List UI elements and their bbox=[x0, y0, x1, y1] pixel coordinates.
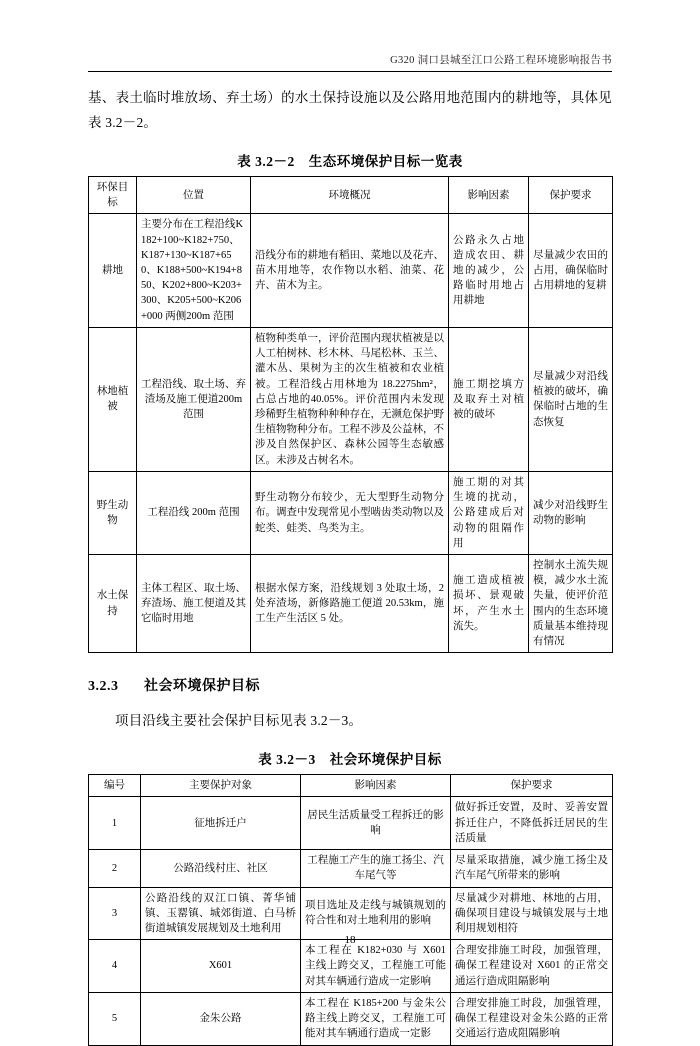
running-header: G320 洞口县城至江口公路工程环境影响报告书 bbox=[88, 52, 612, 72]
page-number: 18 bbox=[344, 934, 356, 946]
cell-overview: 根据水保方案，沿线规划 3 处取土场，2 处弃渣场，新修路施工便道 20.53km，施工生产生活区 5 处。 bbox=[251, 554, 449, 652]
cell-object: 公路沿线村庄、社区 bbox=[141, 850, 301, 887]
cell-location: 工程沿线 200m 范围 bbox=[137, 471, 251, 554]
cell-target: 耕地 bbox=[89, 214, 137, 328]
cell-factor: 居民生活质量受工程拆迁的影响 bbox=[301, 797, 451, 850]
cell-overview: 野生动物分布较少，无大型野生动物分布。调查中发现常见小型啮齿类动物以及蛇类、蛙类、鸟类为主。 bbox=[251, 471, 449, 554]
eco-protection-targets-table bbox=[88, 176, 613, 653]
cell-no: 5 bbox=[89, 992, 141, 1045]
cell-factor: 工程施工产生的施工扬尘、汽车尾气等 bbox=[301, 850, 451, 887]
th-overview: 环境概况 bbox=[251, 176, 449, 213]
cell-requirement: 控制水土流失规模，减少水土流失量，使评价范围内的生态环境质量基本维持现有情况 bbox=[529, 554, 613, 652]
table-row bbox=[89, 554, 613, 652]
table-header-row bbox=[89, 775, 613, 797]
social-protection-targets-table bbox=[88, 774, 613, 1045]
table2-caption: 表 3.2－3 社会环境保护目标 bbox=[258, 752, 442, 768]
cell-requirement: 尽量减少农田的占用，确保临时占用耕地的复耕 bbox=[529, 214, 613, 328]
table-row bbox=[89, 992, 613, 1045]
th-location: 位置 bbox=[137, 176, 251, 213]
cell-no: 2 bbox=[89, 850, 141, 887]
th-requirement: 保护要求 bbox=[529, 176, 613, 213]
table-header-row bbox=[89, 176, 613, 213]
cell-object: X601 bbox=[141, 940, 301, 993]
table1-caption: 表 3.2－2 生态环境保护目标一览表 bbox=[237, 153, 463, 169]
cell-no: 3 bbox=[89, 887, 141, 940]
cell-target: 水土保持 bbox=[89, 554, 137, 652]
cell-factor: 公路永久占地造成农田、耕地的减少，公路临时用地占用耕地 bbox=[449, 214, 529, 328]
cell-object: 征地拆迁户 bbox=[141, 797, 301, 850]
cell-target: 野生动物 bbox=[89, 471, 137, 554]
cell-factor: 施工期的对其生境的扰动，公路建成后对动物的阻隔作用 bbox=[449, 471, 529, 554]
table-row bbox=[89, 471, 613, 554]
cell-factor: 本工程在 K182+030 与 X601 主线上跨交叉，工程施工可能对其车辆通行造成一定影响 bbox=[301, 940, 451, 993]
cell-location: 工程沿线、取土场、弃渣场及施工便道200m 范围 bbox=[137, 327, 251, 471]
cell-no: 1 bbox=[89, 797, 141, 850]
cell-location: 主体工程区、取土场、弃渣场、施工便道及其它临时用地 bbox=[137, 554, 251, 652]
cell-overview: 沿线分布的耕地有稻田、菜地以及花卉、苗木用地等，农作物以水稻、油菜、花卉、苗木为主。 bbox=[251, 214, 449, 328]
table-row bbox=[89, 940, 613, 993]
cell-no: 4 bbox=[89, 940, 141, 993]
paragraph-social: 项目沿线主要社会保护目标见表 3.2－3。 bbox=[115, 713, 363, 729]
table-row bbox=[89, 887, 613, 940]
th-requirement: 保护要求 bbox=[451, 775, 613, 797]
section-heading bbox=[88, 675, 612, 695]
th-no: 编号 bbox=[89, 775, 141, 797]
cell-location: 主要分布在工程沿线K182+100~K182+750、K187+130~K187+650、K188+500~K194+850、K202+800~K203+300、K205+500~K206+000 两侧200m 范围 bbox=[137, 214, 251, 328]
paragraph-intro: 基、表土临时堆放场、弃土场）的水土保持设施以及公路用地范围内的耕地等，具体见表 3.2－2。 bbox=[88, 90, 612, 130]
cell-requirement: 尽量减少对沿线植被的破坏，确保临时占地的生态恢复 bbox=[529, 327, 613, 471]
cell-target: 林地植被 bbox=[89, 327, 137, 471]
table-row bbox=[89, 214, 613, 328]
table-row bbox=[89, 327, 613, 471]
cell-factor: 施工期挖填方及取弃土对植被的破坏 bbox=[449, 327, 529, 471]
cell-requirement: 减少对沿线野生动物的影响 bbox=[529, 471, 613, 554]
cell-requirement: 尽量减少对耕地、林地的占用，确保项目建设与城镇发展与土地利用规划相符 bbox=[451, 887, 613, 940]
cell-factor: 本工程在 K185+200 与金朱公路主线上跨交叉，工程施工可能对其车辆通行造成一定影 bbox=[301, 992, 451, 1045]
th-factor: 影响因素 bbox=[449, 176, 529, 213]
cell-object: 金朱公路 bbox=[141, 992, 301, 1045]
cell-requirement: 合理安排施工时段，加强管理，确保工程建设对金朱公路的正常交通运行造成阻隔影响 bbox=[451, 992, 613, 1045]
cell-object: 公路沿线的双江口镇、菁华铺镇、玉罂镇、城郊街道、白马桥街道城镇发展规划及土地利用 bbox=[141, 887, 301, 940]
cell-requirement: 做好拆迁安置，及时、妥善安置拆迁住户，不降低拆迁居民的生活质量 bbox=[451, 797, 613, 850]
page-content bbox=[88, 52, 612, 1046]
section-title: 社会环境保护目标 bbox=[144, 679, 260, 695]
cell-overview: 植物种类单一，评价范围内现状植被是以人工柏树林、杉木林、马尾松林、玉兰、灌木丛、果树为主的次生植被和农业植被。工程沿线占用林地为 18.2275hm²，占总占地的40.05%。评价范围内未发现珍稀野生植物种种种存在，无濒危保护野生植物物种分布。工程不涉及公益林，不涉及自然保护区、森林公园等生态敏感区。未涉及古树名木。 bbox=[251, 327, 449, 471]
th-factor: 影响因素 bbox=[301, 775, 451, 797]
table-row bbox=[89, 850, 613, 887]
table-row bbox=[89, 797, 613, 850]
cell-requirement: 尽量采取措施，减少施工扬尘及汽车尾气所带来的影响 bbox=[451, 850, 613, 887]
th-object: 主要保护对象 bbox=[141, 775, 301, 797]
cell-factor: 项目选址及走线与城镇规划的符合性和对土地利用的影响 bbox=[301, 887, 451, 940]
cell-requirement: 合理安排施工时段，加强管理，确保工程建设对 X601 的正常交通运行造成阻隔影响 bbox=[451, 940, 613, 993]
cell-factor: 施工造成植被损坏、景观破坏，产生水土流失。 bbox=[449, 554, 529, 652]
th-target: 环保目标 bbox=[89, 176, 137, 213]
section-number: 3.2.3 bbox=[88, 679, 119, 695]
